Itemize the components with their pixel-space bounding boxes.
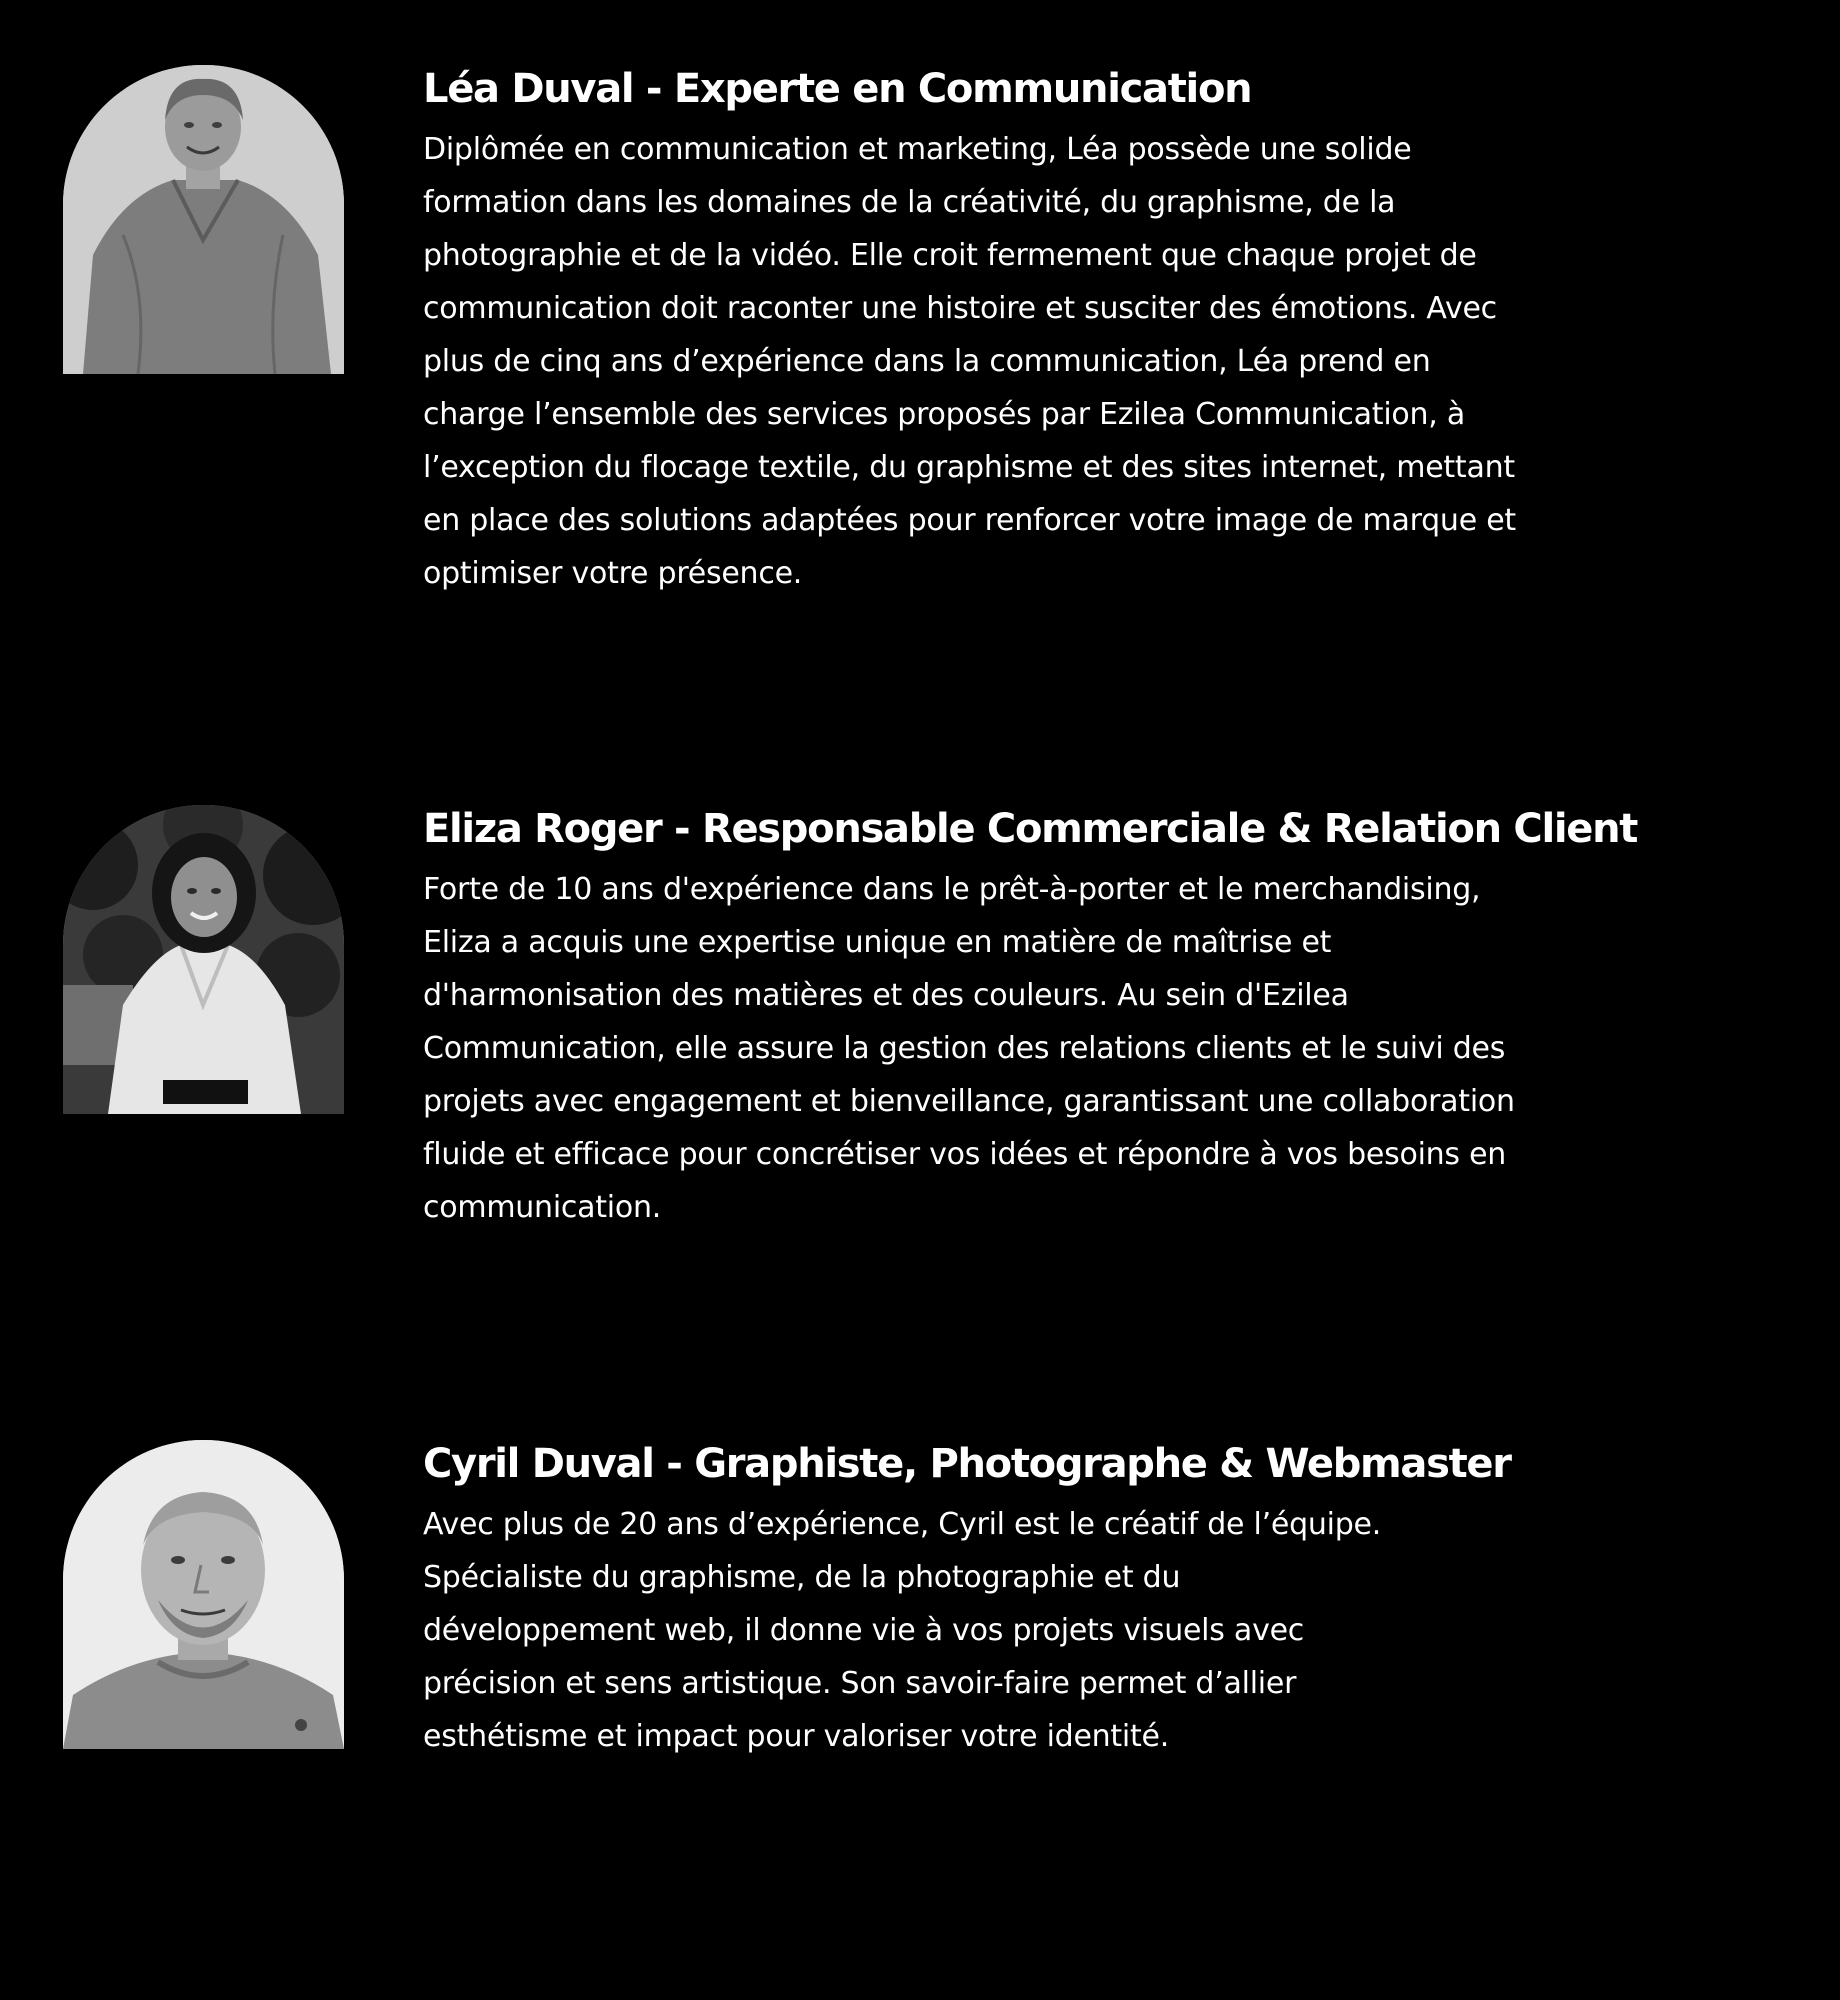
bio-line: précision et sens artistique. Son savoir-faire permet d’allier (423, 1666, 1297, 1701)
member-bio (423, 123, 1793, 600)
bio-line: charge l’ensemble des services proposés par Ezilea Communication, à (423, 397, 1465, 432)
member-text (423, 1430, 1793, 1763)
member-name: Cyril Duval - Graphiste, Photographe & Webmaster (423, 1441, 1511, 1487)
member-text (423, 55, 1793, 600)
member-text (423, 795, 1793, 1234)
bio-line: esthétisme et impact pour valoriser votre identité. (423, 1719, 1170, 1754)
bio-line: communication. (423, 1190, 662, 1225)
bio-line: développement web, il donne vie à vos projets visuels avec (423, 1613, 1305, 1648)
bio-line: l’exception du flocage textile, du graphisme et des sites internet, mettant (423, 450, 1515, 485)
bio-line: Eliza a acquis une expertise unique en matière de maîtrise et (423, 925, 1332, 960)
portrait-photo (63, 65, 344, 374)
bio-line: fluide et efficace pour concrétiser vos idées et répondre à vos besoins en (423, 1137, 1507, 1172)
portrait-lea-duval-image (63, 65, 344, 374)
bio-line: d'harmonisation des matières et des couleurs. Au sein d'Ezilea (423, 978, 1349, 1013)
bio-line: formation dans les domaines de la créativité, du graphisme, de la (423, 185, 1396, 220)
bio-line: projets avec engagement et bienveillance, garantissant une collaboration (423, 1084, 1515, 1119)
member-bio (423, 1498, 1793, 1763)
bio-line: communication doit raconter une histoire et susciter des émotions. Avec (423, 291, 1497, 326)
bio-line: Diplômée en communication et marketing, Léa possède une solide (423, 132, 1412, 167)
bio-line: Forte de 10 ans d'expérience dans le prêt-à-porter et le merchandising, (423, 872, 1481, 907)
bio-line: optimiser votre présence. (423, 556, 803, 591)
bio-line: Communication, elle assure la gestion des relations clients et le suivi des (423, 1031, 1506, 1066)
bio-line: Spécialiste du graphisme, de la photographie et du (423, 1560, 1181, 1595)
bio-line: en place des solutions adaptées pour renforcer votre image de marque et (423, 503, 1516, 538)
member-bio (423, 863, 1793, 1234)
bio-line: plus de cinq ans d’expérience dans la communication, Léa prend en (423, 344, 1431, 379)
bio-line: photographie et de la vidéo. Elle croit fermement que chaque projet de (423, 238, 1477, 273)
member-name: Eliza Roger - Responsable Commerciale & Relation Client (423, 806, 1638, 852)
portrait-photo (63, 1440, 344, 1749)
portrait-cyril-duval-image (63, 1440, 344, 1749)
portrait-eliza-roger-image (63, 805, 344, 1114)
portrait-photo (63, 805, 344, 1114)
member-name: Léa Duval - Experte en Communication (423, 66, 1252, 112)
bio-line: Avec plus de 20 ans d’expérience, Cyril est le créatif de l’équipe. (423, 1507, 1382, 1542)
